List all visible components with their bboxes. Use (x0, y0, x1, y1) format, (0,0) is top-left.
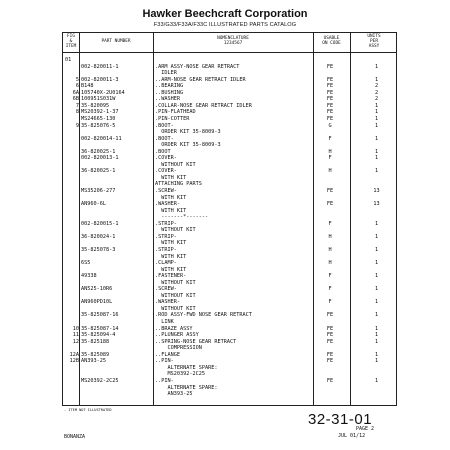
footnote: - ITEM NOT ILLUSTRATED (64, 408, 112, 412)
nomenclature-cell: .PIN-FLATHEAD (155, 109, 196, 116)
nomenclature-cell: ..BUSHING (155, 89, 184, 96)
part-number-cell: 002-820015-1 (81, 220, 119, 227)
parts-table (62, 32, 397, 406)
revision-date: JUL 01/12 (338, 433, 366, 439)
nomenclature-cell: IDLER (155, 70, 177, 77)
catalog-title: Hawker Beechcraft Corporation (142, 8, 308, 20)
units-per-assy-cell: 1 (374, 325, 379, 332)
nomenclature-cell: .WASHER- (155, 201, 180, 208)
usable-code-cell: H (328, 233, 332, 240)
part-number-cell: 36-820024-1 (81, 233, 116, 240)
nomenclature-cell: ..PIN- (155, 377, 174, 384)
part-number-cell: AN960-6L (81, 201, 106, 208)
usable-code-cell: FE (326, 332, 334, 339)
col-header-nomenclature: NOMENCLATURE 1234567 (217, 36, 249, 46)
units-per-assy-cell: 1 (374, 148, 379, 155)
nomenclature-cell: .WASHER- (155, 299, 180, 306)
usable-code-cell: F (328, 135, 332, 142)
nomenclature-cell: ..FLANGE (155, 351, 180, 358)
nomenclature-cell: .ARM ASSY-NOSE GEAR RETRACT (155, 63, 240, 70)
units-per-assy-cell: 1 (374, 286, 379, 293)
units-per-assy-cell: 1 (374, 135, 379, 142)
nomenclature-cell: .STRIP- (155, 246, 177, 253)
item-number-cell: 12 (72, 338, 79, 345)
part-number-cell: 49338 (81, 273, 97, 280)
part-number-cell: 35-825087-16 (81, 312, 119, 319)
catalog-subtitle: F33/G33/F33A/F33C ILLUSTRATED PARTS CATALOG (153, 22, 297, 28)
part-number-cell: AN525-10R6 (81, 286, 113, 293)
part-number-cell: MS35206-277 (81, 188, 116, 194)
nomenclature-cell: .BOOT- (155, 135, 174, 142)
usable-code-cell: F (328, 273, 332, 280)
usable-code-cell: FE (326, 63, 334, 70)
usable-code-cell: FE (326, 325, 334, 332)
nomenclature-cell: ALTERNATE SPARE: (155, 384, 218, 391)
units-per-assy-cell: 1 (374, 377, 379, 384)
part-number-cell: 002-820011-3 (81, 76, 119, 83)
nomenclature-cell: .BOOT (155, 148, 171, 155)
usable-code-cell: FE (326, 312, 334, 319)
part-number-cell: 6S5 (81, 260, 91, 267)
nomenclature-cell: .COVER- (155, 168, 177, 175)
nomenclature-cell: .STRIP- (155, 233, 177, 240)
nomenclature-cell: ..BRAZE ASSY (155, 325, 193, 332)
units-per-assy-cell: 1 (374, 273, 379, 280)
usable-code-cell: H (328, 168, 332, 175)
nomenclature-cell: WITH KIT (155, 266, 187, 273)
nomenclature-cell: ..PLUNGER ASSY (155, 332, 199, 339)
item-number-cell: 8 (75, 109, 79, 116)
nomenclature-cell: WITHOUT KIT (155, 292, 196, 299)
units-per-assy-cell: 13 (373, 188, 380, 194)
nomenclature-cell: .BOOT- (155, 122, 174, 129)
table-row (63, 391, 396, 399)
nomenclature-cell: .PIN-COTTER (155, 115, 190, 122)
usable-code-cell: F (328, 299, 332, 306)
nomenclature-cell: ALTERNATE SPARE: (155, 364, 218, 371)
part-number-cell: 36-820025-1 (81, 168, 116, 175)
item-number-cell: 12A (69, 351, 79, 358)
usable-code-cell: FE (326, 377, 334, 384)
nomenclature-cell: .COVER- (155, 155, 177, 162)
usable-code-cell: FE (326, 188, 334, 194)
page-label: PAGE 2 (356, 426, 375, 432)
units-per-assy-cell: 1 (374, 338, 379, 345)
part-number-cell: 35-825076-5 (81, 122, 116, 129)
units-per-assy-cell: 1 (374, 351, 379, 358)
usable-code-cell: FE (326, 109, 334, 116)
nomenclature-cell: WITH KIT (155, 240, 187, 247)
part-number-cell: 35-825094-4 (81, 332, 116, 339)
units-per-assy-cell: 1 (374, 299, 379, 306)
part-number-cell: 100951S031W (81, 96, 116, 103)
usable-code-cell: FE (326, 351, 334, 358)
units-per-assy-cell: 1 (374, 220, 379, 227)
item-number-cell: 6 (75, 83, 79, 90)
part-number-cell: MS24665-130 (81, 115, 116, 122)
nomenclature-cell: COMPRESSION (155, 345, 202, 352)
usable-code-cell: FE (326, 201, 334, 208)
nomenclature-cell: ORDER KIT 35-8009-3 (155, 129, 221, 136)
part-number-cell: B148 (81, 83, 94, 90)
nomenclature-cell: WITHOUT KIT (155, 227, 196, 234)
nomenclature-cell: WITH KIT (155, 207, 187, 214)
nomenclature-cell: WITHOUT KIT (155, 305, 196, 312)
usable-code-cell: FE (326, 83, 334, 90)
item-number-cell: 10 (72, 325, 79, 332)
usable-code-cell: FE (326, 76, 334, 83)
part-number-cell: 35-825089 (81, 351, 110, 358)
units-per-assy-cell: 13 (373, 201, 380, 208)
nomenclature-cell: WITHOUT KIT (155, 279, 196, 286)
nomenclature-cell: MS20392-2C25 (155, 371, 205, 378)
nomenclature-cell: .FASTENER- (155, 273, 187, 280)
usable-code-cell: FE (326, 102, 334, 109)
item-number-cell: 11 (72, 332, 79, 339)
part-number-cell: 35-825087-14 (81, 325, 119, 332)
part-number-cell: MS20392-1-37 (81, 109, 119, 116)
part-number-cell: 35-820095 (81, 102, 110, 109)
nomenclature-cell: ORDER KIT 35-8009-3 (155, 142, 221, 149)
aircraft-model: BONANZA (64, 434, 86, 440)
units-per-assy-cell: 1 (374, 76, 379, 83)
item-number-cell: 7 (75, 102, 79, 109)
units-per-assy-cell: 1 (374, 115, 379, 122)
usable-code-cell: FE (326, 89, 334, 96)
units-per-assy-cell: 1 (374, 246, 379, 253)
usable-code-cell: G (328, 122, 332, 129)
nomenclature-cell: ..ARM-NOSE GEAR RETRACT IDLER (155, 76, 246, 83)
units-per-assy-cell: 2 (374, 89, 379, 96)
usable-code-cell: FE (326, 96, 334, 103)
item-number-cell: 6B (72, 96, 79, 103)
units-per-assy-cell: 1 (374, 63, 379, 70)
nomenclature-cell: WITH KIT (155, 174, 187, 181)
col-header-fig-item: FIG & ITEM (65, 34, 77, 49)
part-number-cell: 002-820014-11 (81, 135, 122, 142)
usable-code-cell: F (328, 155, 332, 162)
units-per-assy-cell: 2 (374, 83, 379, 90)
usable-code-cell: FE (326, 338, 334, 345)
units-per-assy-cell: 1 (374, 332, 379, 339)
part-number-cell: 35-825078-3 (81, 246, 116, 253)
nomenclature-cell: -------*------- (155, 214, 209, 221)
part-number-cell: MS20392-2C25 (81, 377, 119, 384)
nomenclature-cell: WITHOUT KIT (155, 161, 196, 168)
nomenclature-cell: ..BEARING (155, 83, 184, 90)
part-number-cell: AN393-25 (81, 358, 106, 365)
usable-code-cell: FE (326, 115, 334, 122)
units-per-assy-cell: 1 (374, 312, 379, 319)
item-number-cell: 6A (72, 89, 79, 96)
nomenclature-cell: LINK (155, 319, 174, 325)
part-number-cell: 35-825188 (81, 338, 110, 345)
usable-code-cell: H (328, 260, 332, 267)
part-number-cell: 105740X-2U0164 (81, 89, 125, 96)
part-number-cell: AN960PD10L (81, 299, 113, 306)
nomenclature-cell: WITH KIT (155, 194, 187, 201)
units-per-assy-cell: 1 (374, 102, 379, 109)
units-per-assy-cell: 1 (374, 122, 379, 129)
col-header-part-number: PART NUMBER (101, 39, 131, 44)
usable-code-cell: H (328, 246, 332, 253)
units-per-assy-cell: 1 (374, 358, 379, 365)
nomenclature-cell: ..PIN- (155, 358, 174, 365)
nomenclature-cell: .SCREW- (155, 286, 177, 293)
units-per-assy-cell: 1 (374, 109, 379, 116)
nomenclature-cell: .STRIP- (155, 220, 177, 227)
usable-code-cell: FE (326, 358, 334, 365)
units-per-assy-cell: 1 (374, 155, 379, 162)
item-number-cell: 5 (75, 76, 79, 83)
usable-code-cell: F (328, 286, 332, 293)
units-per-assy-cell: 1 (374, 233, 379, 240)
nomenclature-cell: ..WASHER (155, 96, 180, 103)
usable-code-cell: H (328, 148, 332, 155)
item-number-cell: 9 (75, 122, 79, 129)
nomenclature-cell: ..SPRING-NOSE GEAR RETRACT (155, 338, 237, 345)
usable-code-cell: F (328, 220, 332, 227)
units-per-assy-cell: 2 (374, 96, 379, 103)
header-divider (63, 52, 396, 53)
part-number-cell: 36-820025-1 (81, 148, 116, 155)
units-per-assy-cell: 1 (374, 168, 379, 175)
fig-cell: 01 (65, 57, 72, 63)
part-number-cell: 002-820013-1 (81, 155, 119, 162)
nomenclature-cell: .COLLAR-NOSE GEAR RETRACT IDLER (155, 102, 252, 109)
col-header-usable-on-code: USABLE ON CODE (322, 36, 341, 46)
nomenclature-cell: AN393-25 (155, 391, 193, 398)
nomenclature-cell: .SCREW- (155, 188, 177, 194)
nomenclature-cell: WITH KIT (155, 253, 187, 260)
units-per-assy-cell: 1 (374, 260, 379, 267)
nomenclature-cell: .CLAMP- (155, 260, 177, 267)
part-number-cell: 002-820011-1 (81, 63, 119, 70)
item-number-cell: 12B (69, 358, 79, 365)
nomenclature-cell: .ROD ASSY-FWD NOSE GEAR RETRACT (155, 312, 252, 319)
col-header-units-per-assy: UNITS PER ASSY (367, 34, 381, 49)
page-number: 32-31-01 (308, 411, 373, 428)
nomenclature-cell: ATTACHING PARTS (155, 181, 202, 188)
